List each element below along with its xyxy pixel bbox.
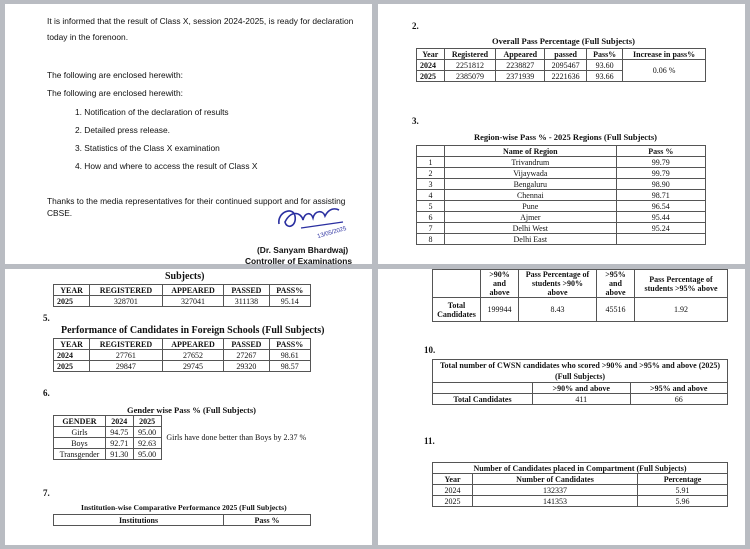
cell: 199944 [481,298,519,322]
cell: 2024 [417,60,445,71]
col-header: Institutions [54,515,224,526]
foreign-table-title: Performance of Candidates in Foreign Schools (Full Subjects) [61,325,325,336]
table-row [54,350,311,361]
cell: 328701 [90,296,163,307]
cell: Ajmer [445,212,617,223]
col-header: REGISTERED [90,339,163,350]
table-row [417,201,706,212]
col-header: Appeared [496,49,545,60]
cell: 2 [417,168,445,179]
intro-line-1: It is informed that the result of Class X, session 2024-2025, is ready for declaration [47,16,354,26]
cell: 95.14 [269,296,310,307]
enclosure-item: 2. Detailed press release. [75,125,170,135]
table-row [417,60,706,71]
high-scorers-table [432,269,728,322]
cell: 141353 [473,496,638,507]
cell: 92.63 [133,438,161,449]
col-header: Number of Candidates [473,474,638,485]
section-number: 5. [43,313,50,323]
cell: 7 [417,223,445,234]
cell: Delhi West [445,223,617,234]
cell: Total Candidates [433,298,481,322]
section-number: 6. [43,388,50,398]
table-row [417,179,706,190]
table-header-row [417,49,706,60]
cell: 29745 [162,361,224,372]
cwsn-table [432,359,728,405]
region-table-title: Region-wise Pass % - 2025 Regions (Full Subjects) [474,132,657,142]
cell: 2024 [54,350,90,361]
cell: 8.43 [519,298,597,322]
table-row [417,212,706,223]
col-header: Name of Region [445,146,617,157]
col-header: Pass Percentage of students >90% above [519,270,597,298]
signature-date: 13/05/2025 [316,225,348,241]
cell: 95.44 [616,212,705,223]
cell: 327041 [162,296,224,307]
table-row [433,298,728,322]
cell: 311138 [224,296,269,307]
cell: 2251812 [444,60,496,71]
cell: 5.91 [638,485,728,496]
table-header-row [433,270,728,298]
cell: Trivandrum [445,157,617,168]
cell: 93.66 [587,71,623,82]
cell: 96.54 [616,201,705,212]
table-row [433,485,728,496]
cell: 66 [630,394,728,405]
cwsn-title-line-1: Total number of CWSN candidates who scored >90% and >95% and above (2025) [439,361,721,370]
cell: Transgender [54,449,106,460]
col-header: PASSED [224,285,269,296]
cell: 95.00 [133,427,161,438]
signer-name: (Dr. Sanyam Bhardwaj) [257,245,349,255]
cell: 29320 [224,361,269,372]
thanks-line-2: CBSE. [47,208,73,218]
cut-table-title: Subjects) [165,271,205,282]
col-header: 2024 [105,416,133,427]
col-header: YEAR [54,339,90,350]
col-header: Year [433,474,473,485]
enclosure-item: 3. Statistics of the Class X examination [75,143,220,153]
stats-panel-left [5,269,372,545]
col-header [433,383,533,394]
stats-panel-right [378,269,745,545]
cell: 411 [533,394,631,405]
table-row [433,394,728,405]
section-number: 2. [412,21,419,31]
cell: 94.75 [105,427,133,438]
cell: 8 [417,234,445,245]
table-header-row [433,474,728,485]
table-row [417,168,706,179]
table-header-row [54,339,311,350]
cell: 95.00 [133,449,161,460]
col-header: Pass Percentage of students >95% above [635,270,728,298]
col-header: REGISTERED [90,285,163,296]
col-header: >90% and above [481,270,519,298]
cell: 6 [417,212,445,223]
cell: 95.24 [616,223,705,234]
col-header: passed [545,49,587,60]
cell: 27267 [224,350,269,361]
table-header-row [54,285,311,296]
col-header: PASS% [269,285,310,296]
cell: 98.61 [269,350,310,361]
cell: Vijaywada [445,168,617,179]
region-pass-table [416,145,706,245]
signer-title: Controller of Examinations [245,256,353,264]
cut-off-table [53,284,311,307]
table-header-row [54,416,312,427]
enclosed-line-2: The following are enclosed herewith: [47,88,183,98]
overall-pass-table [416,48,706,82]
col-header: GENDER [54,416,106,427]
cell: Pune [445,201,617,212]
table-row [417,157,706,168]
cwsn-title-line-2: (Full Subjects) [555,372,605,381]
enclosure-item: 4. How and where to access the result of Class X [75,161,258,171]
col-header: Pass % [224,515,311,526]
letter-panel [5,4,372,264]
table-row [54,361,311,372]
gender-pass-table [53,415,311,460]
cell: 98.57 [269,361,310,372]
cell: 2221636 [545,71,587,82]
col-header: Pass % [616,146,705,157]
col-header: >95% and above [597,270,635,298]
cell: 29847 [90,361,163,372]
cell: 2095467 [545,60,587,71]
cell: 93.60 [587,60,623,71]
col-header [433,270,481,298]
cell [616,234,705,245]
col-header [417,146,445,157]
enclosure-item: 1. Notification of the declaration of results [75,107,229,117]
section-number: 10. [424,345,436,355]
cell: Boys [54,438,106,449]
col-header: YEAR [54,285,90,296]
table-row [417,234,706,245]
cell: 1.92 [635,298,728,322]
col-header: >95% and above [630,383,728,394]
col-header: Increase in pass% [623,49,706,60]
col-header: Registered [444,49,496,60]
table-header-row [433,383,728,394]
col-header: PASS% [269,339,310,350]
col-header: Percentage [638,474,728,485]
cell: 99.79 [616,157,705,168]
compartment-table [432,462,728,507]
overall-table-title: Overall Pass Percentage (Full Subjects) [492,36,635,46]
cell: 27652 [162,350,224,361]
cell: Chennai [445,190,617,201]
col-header: >90% and above [533,383,631,394]
cell: 2025 [54,361,90,372]
section-number: 11. [424,436,435,446]
col-header: 2025 [133,416,161,427]
thanks-line-1: Thanks to the media representatives for their continued support and for assisting [47,196,346,206]
cell: 2025 [433,496,473,507]
foreign-schools-table [53,338,311,372]
cell: Total Candidates [433,394,533,405]
col-header: Pass% [587,49,623,60]
cell: 92.71 [105,438,133,449]
col-header: Year [417,49,445,60]
cell: Delhi East [445,234,617,245]
increase-cell: 0.06 % [623,60,706,82]
cell: 5 [417,201,445,212]
table-title-row [433,463,728,474]
table-header-row [417,146,706,157]
cell: 2025 [54,296,90,307]
cell: 2238827 [496,60,545,71]
gender-note: Girls have done better than Boys by 2.37 % [161,416,311,460]
cell: 98.90 [616,179,705,190]
cell: Girls [54,427,106,438]
table-row [417,223,706,234]
institution-table-title: Institution-wise Comparative Performance 2025 (Full Subjects) [81,503,287,512]
col-header: APPEARED [162,285,224,296]
institution-table [53,514,311,526]
intro-line-2: today in the forenoon. [47,32,129,42]
table-row [433,496,728,507]
cell: 2385079 [444,71,496,82]
cwsn-title [433,360,728,383]
cell: 5.96 [638,496,728,507]
cell: 99.79 [616,168,705,179]
cell: 2371939 [496,71,545,82]
section-number: 3. [412,116,419,126]
gender-table-title: Gender wise Pass % (Full Subjects) [127,405,256,415]
cell: 4 [417,190,445,201]
cell: 3 [417,179,445,190]
cell: 1 [417,157,445,168]
cell: 27761 [90,350,163,361]
table-header-row [54,515,311,526]
cell: 132337 [473,485,638,496]
table-row [417,190,706,201]
cell: 91.30 [105,449,133,460]
cell: 2024 [433,485,473,496]
cell: 98.71 [616,190,705,201]
cell: Bengaluru [445,179,617,190]
col-header: PASSED [224,339,269,350]
col-header: APPEARED [162,339,224,350]
stats-panel-top [378,4,745,264]
section-number: 7. [43,488,50,498]
table-row [54,296,311,307]
table-title-row [433,360,728,383]
cell: 45516 [597,298,635,322]
cell: 2025 [417,71,445,82]
compartment-title: Number of Candidates placed in Compartment (Full Subjects) [433,463,728,474]
enclosed-line-1: The following are enclosed herewith: [47,70,183,80]
